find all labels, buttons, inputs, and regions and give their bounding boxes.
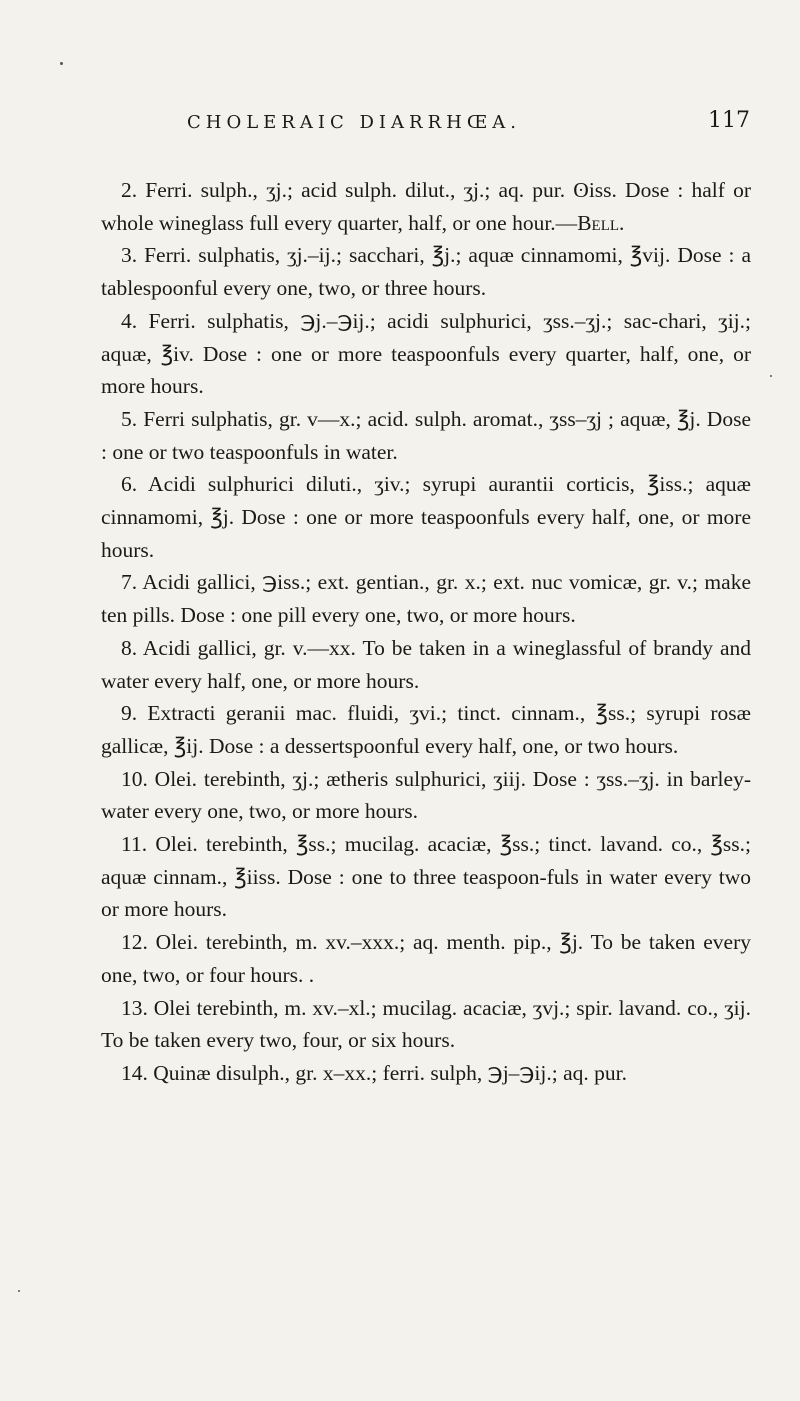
running-title: CHOLERAIC DIARRHŒA. [187,112,522,133]
recipe-13: 13. Olei terebinth, m. xv.–xl.; mucilag. acaciæ, ʒvj.; spir. lavand. co., ʒij. To be taken every two, four, or six hours. [101,995,751,1053]
recipe-14: 14. Quinæ disulph., gr. x–xx.; ferri. sulph, ℈j–℈ij.; aq. pur. [121,1060,627,1085]
paper-speck [770,375,772,377]
recipe-2-signature: Bell. [577,210,625,235]
recipe-11: 11. Olei. terebinth, ℥ss.; mucilag. acaciæ, ℥ss.; tinct. lavand. co., ℥ss.; aquæ cinnam., ℥iiss. Dose : one to three teaspoon-fuls in water every two or more hours. [101,832,751,922]
recipe-list [101,174,751,1090]
recipe-3: 3. Ferri. sulphatis, ʒj.–ij.; sacchari, ℥j.; aquæ cinnamomi, ℥vij. Dose : a tablespoonful every one, two, or three hours. [101,243,751,301]
recipe-5: 5. Ferri sulphatis, gr. v—x.; acid. sulph. aromat., ʒss–ʒj ; aquæ, ℥j. Dose : one or two teaspoonfuls in water. [101,406,751,464]
paper-speck [60,62,63,65]
recipe-2-text: 2. Ferri. sulph., ʒj.; acid sulph. dilut., ʒj.; aq. pur. ʘiss. Dose : half or whole wineglass full every quarter, half, or one hour.— [101,178,751,235]
paper-speck [18,1290,20,1292]
recipe-7: 7. Acidi gallici, ℈iss.; ext. gentian., gr. x.; ext. nuc vomicæ, gr. v.; make ten pills. Dose : one pill every one, two, or more hours. [101,570,751,628]
recipe-2 [101,174,751,239]
recipe-9: 9. Extracti geranii mac. fluidi, ʒvi.; tinct. cinnam., ℥ss.; syrupi rosæ gallicæ, ℥ij. Dose : a dessertspoonful every half, one, or two hours. [101,701,751,758]
recipe-12: 12. Olei. terebinth, m. xv.–xxx.; aq. menth. pip., ℥j. To be taken every one, two, or four hours. . [101,930,751,987]
recipe-6: 6. Acidi sulphurici diluti., ʒiv.; syrupi aurantii corticis, ℥iss.; aquæ cinnamomi, ℥j. Dose : one or more teaspoonfuls every half, one, or more hours. [101,472,751,562]
recipe-8: 8. Acidi gallici, gr. v.—xx. To be taken in a wineglassful of brandy and water every half, one, or more hours. [101,635,751,693]
page-header [100,108,750,144]
page-number: 117 [708,108,750,133]
recipe-4: 4. Ferri. sulphatis, ℈j.–℈ij.; acidi sulphurici, ʒss.–ʒj.; sac-chari, ʒij.; aquæ, ℥iv. Dose : one or more teaspoonfuls every quarter, half, one, or more hours. [101,308,751,399]
recipe-10: 10. Olei. terebinth, ʒj.; ætheris sulphurici, ʒiij. Dose : ʒss.–ʒj. in barley-water every one, two, or more hours. [101,766,751,824]
